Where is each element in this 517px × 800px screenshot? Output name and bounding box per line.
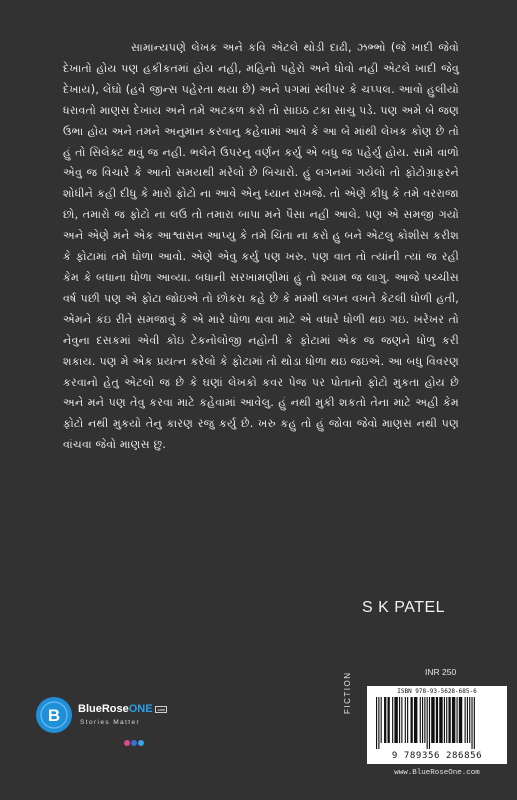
barcode-bar [465, 697, 466, 743]
barcode-bar [394, 697, 397, 743]
barcode-bar [452, 697, 455, 743]
barcode-bar [405, 697, 406, 743]
barcode-bar [392, 697, 393, 743]
barcode-bar [407, 697, 408, 743]
isbn-text: ISBN 978-93-5628-685-6 [397, 688, 477, 695]
publisher-name-part2: ONE [128, 703, 153, 715]
barcode-bar [381, 697, 382, 743]
barcode-bar [446, 697, 447, 743]
barcode-digits: 9 789356 286856 [391, 751, 483, 761]
publisher-name-box: .com [156, 706, 166, 712]
publisher-name-part1: BlueRose [78, 703, 129, 715]
barcode-bar [401, 697, 402, 743]
barcode [374, 697, 500, 751]
barcode-bar [378, 697, 379, 749]
barcode-bar [376, 697, 377, 749]
logo-mark [36, 697, 72, 733]
barcode-bar [448, 697, 450, 743]
barcode-bar [457, 697, 458, 743]
genre-label: FICTION [343, 671, 352, 714]
barcode-bar [420, 697, 421, 743]
barcode-bar [439, 697, 442, 743]
barcode-bar [411, 697, 413, 743]
instagram-icon [124, 740, 130, 746]
blurb-text: સામાન્યપણે લેખક અને કવિ એટલે થોડી દાઢી, ઝભ્ભો (જે ખાદી જેવો દેખાતો હોય પણ હકીકતમાં હોય નહી, મહિનો પહેરો અને ધોવો નહી એટલે ખાદી જેવુ દેખાય), લેંઘો (હવે જીન્સ પહેરતા થયા છે) અને પગમાં સ્લીપર કે ચપ્પલ. આવો હુલીયો ધરાવતો માણસ દેખાય અને તમે અટકળ કરો તો સાઇઠ ટકા સાચુ પડે. પણ અમે બે જણ ઉભા હોય અને તમને અનુમાન કરવાનુ કહેવામાં આવે કે આ બે માંથી લેખક કોણ છે તો હું તો સિલેક્ટ થવું જ નહી. ભલેને ઉપરનુ વર્ણન કર્યુ એ બધુ જ પહેર્યુ હોય. સામે વાળો એવુ જ વિચારે કે આતો સમયથી મરેલો છે બિચારો. હું લગનમાં ગયેલો તો ફોટોગ્રાફરને શોધીને કહી દીધુ કે મારો ફોટો ના આવે એનુ ધ્યાન રાખજે. તો એણે કીધુ કે તમે વરરાજા છો, તમારો જ ફોટો ના લઉ તો તમારા બાપા મને પૈસા નહી આલે. પણ એ સમજી ગયો અને એણે મને એક આશ્વાસન આપ્યુ કે તમે ચિંતા ના કરો હુ બને એટલુ કોશીસ કરીશ કે ફોટામાં તમે ધોળા આવો. એણે એવુ કર્યુ પણ ખરુ. પણ વાત તો ત્યાંની ત્યાં જ રહી કેમ કે બધાના ધોળા આવ્યા. બધાની સરખામણીમાં હું તો શ્યામ જ લાગુ. આજે પચ્ચીસ વર્ષ પછી પણ એ ફોટા જોઇએ તો છોકરા કહે છે કે મમ્મી લગન વખતે કેટલી ધોળી હતી, એમને કંઇ રીતે સમજાવું કે એ મારે ધોળા થવા માટે એ વધારે ધોળી થઇ ગઇ. ખરેખર તો નેવુના દસકમાં એવી કોઇ ટેકનોલોજી નહોતી કે ફોટામાં એક જ જણને ધોળુ કરી શકાય. પણ મે એક પ્રયત્ન કરેલો કે ફોટામાં તો થોડા ધોળા થઇ જઇએ. આ બધુ વિવરણ કરવાનો હેતુ એટલો જ છે કે ઘણાં લેખકો કવર પેજ પર પોતાનો ફોટો મુકતા હોય છે અને મને પણ તેવુ કરવા માટે કહેવામાં આવેલુ. હું નથી મુકી શકતો તેના માટે અહી કેમ ફોટો નથી મુકયો તેનુ કારણ રજુ કર્યુ છે. ખરુ કહુ તો હું જોવા જેવો માણસ નથી પણ વાંચવા જેવો માણસ છુ. [63, 41, 459, 452]
twitter-icon [138, 740, 144, 746]
barcode-bar [424, 697, 425, 743]
barcode-bar [469, 697, 470, 743]
publisher-logo-icon [36, 697, 72, 733]
publisher-name [78, 703, 167, 715]
barcode-bar [459, 697, 462, 743]
barcode-bar [422, 697, 423, 743]
barcode-bar [388, 697, 390, 743]
facebook-icon [131, 740, 137, 746]
barcode-bar [474, 697, 475, 749]
barcode-bar [431, 697, 434, 743]
publisher-tagline: Stories Matter [80, 719, 141, 726]
barcode-bar [427, 697, 428, 749]
price-label: INR 250 [425, 667, 457, 677]
barcode-bar [429, 697, 430, 749]
barcode-bar [444, 697, 445, 743]
social-icons [124, 731, 154, 739]
barcode-bar [436, 697, 438, 743]
barcode-bar [399, 697, 400, 743]
author-name: S K PATEL [362, 599, 446, 616]
barcode-bar [414, 697, 417, 743]
barcode-bar [471, 697, 472, 749]
barcode-bar [467, 697, 468, 743]
publisher-logo [36, 697, 196, 735]
logo-letter: B [47, 706, 61, 725]
publisher-website: www.BlueRoseOne.com [394, 769, 480, 777]
barcode-bar [384, 697, 386, 743]
